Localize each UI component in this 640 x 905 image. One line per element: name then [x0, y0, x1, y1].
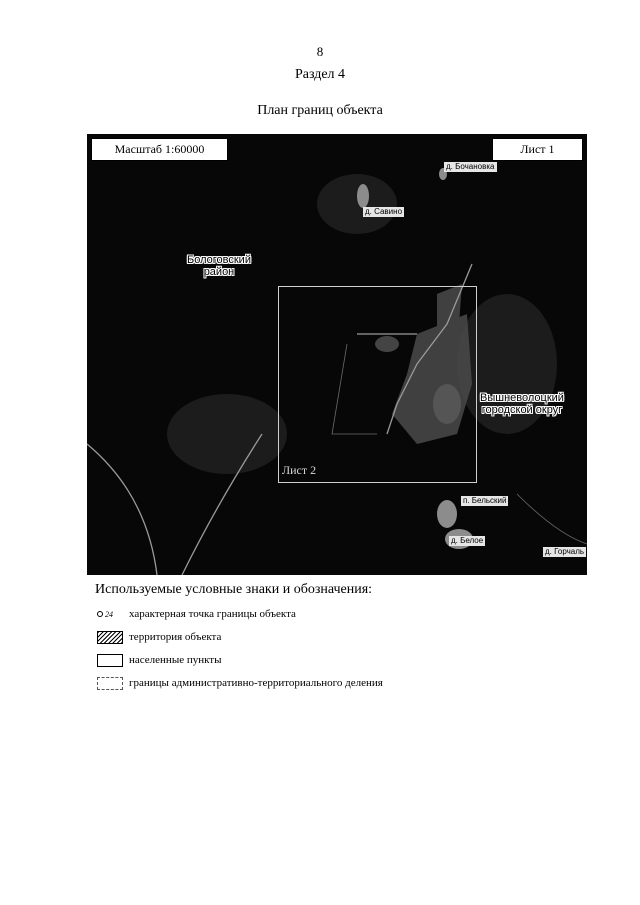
legend-item [97, 675, 383, 691]
inset-sheet-label: Лист 2 [282, 463, 317, 477]
legend-title: Используемые условные знаки и обозначения: [95, 582, 373, 597]
plan-title: План границ объекта [257, 103, 383, 118]
inset-sheet-frame [278, 286, 477, 483]
legend-item [97, 652, 222, 668]
village-label: п. Бельский [463, 496, 507, 505]
legend-label: территория объекта [129, 631, 222, 643]
point-number: 24 [105, 609, 113, 619]
hatch-icon [97, 631, 123, 644]
admin-boundary-icon [97, 677, 123, 690]
legend-item [97, 606, 296, 622]
legend-label: характерная точка границы объекта [129, 608, 296, 620]
region-label-line: Вышневолоцкий [480, 392, 564, 404]
legend-item [97, 629, 221, 645]
village-label: д. Бочановка [446, 162, 495, 171]
village-label: д. Савино [365, 207, 403, 216]
region-label-line: район [203, 266, 235, 278]
village-label: д. Белое [451, 536, 484, 545]
legend-label: границы административно-территориального деления [129, 677, 383, 689]
sheet-label: Лист 1 [492, 138, 583, 161]
point-dot-icon [97, 611, 103, 617]
page-number: 8 [316, 44, 324, 59]
region-label-line: городской округ [481, 404, 563, 416]
settlement-icon [97, 654, 123, 667]
region-label [480, 392, 564, 416]
boundary-point-icon [97, 608, 123, 621]
map-image[interactable] [87, 134, 587, 575]
village-label: д. Горчаль [545, 547, 585, 556]
region-label-line: Бологовский [187, 254, 251, 266]
scale-label: Масштаб 1:60000 [91, 138, 228, 161]
legend-label: населенные пункты [129, 654, 222, 666]
region-label [187, 254, 251, 278]
section-title: Раздел 4 [294, 67, 346, 82]
